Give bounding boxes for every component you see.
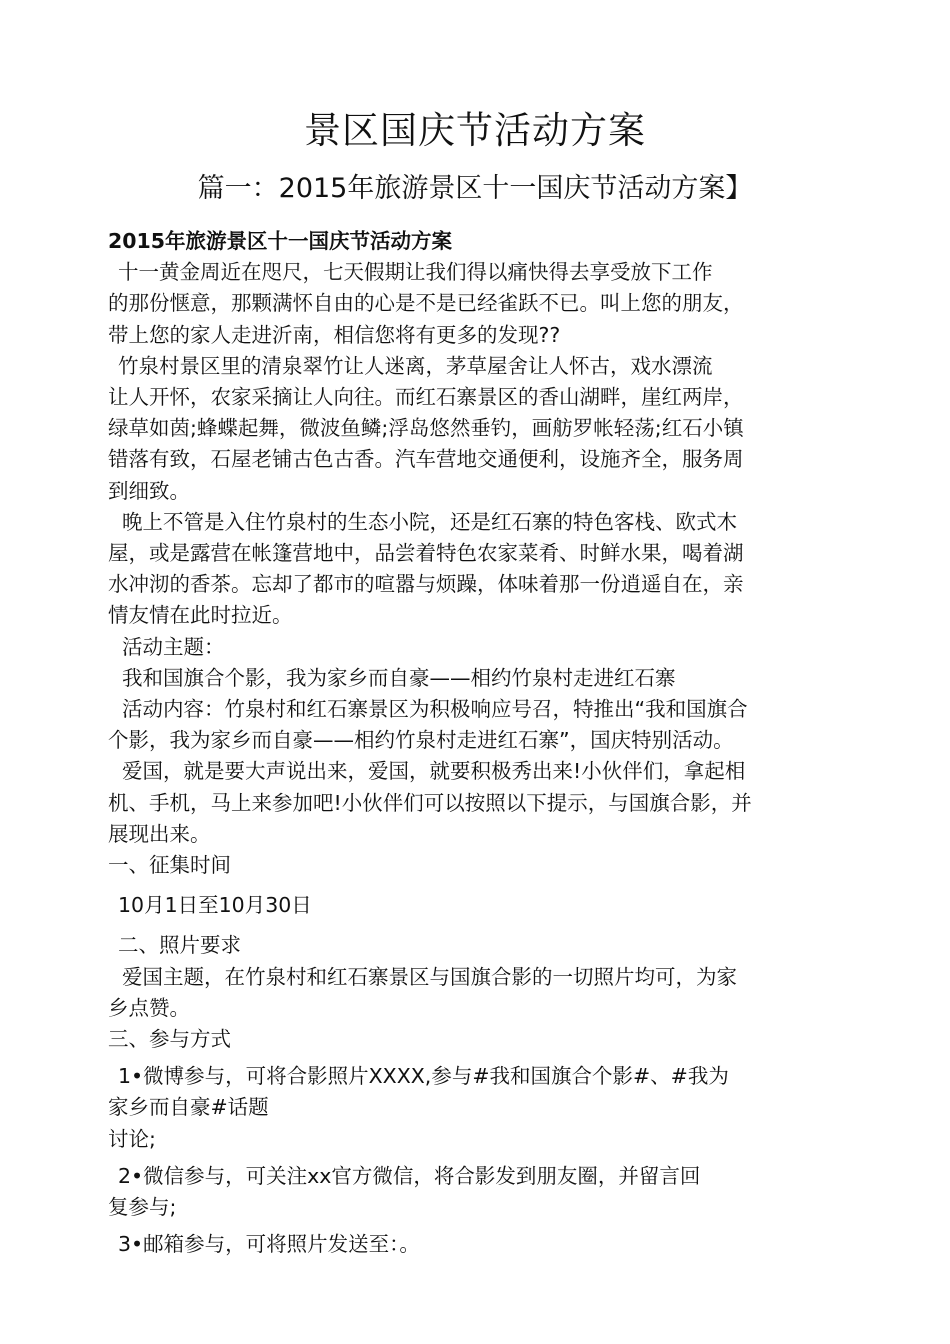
- list-item: 讨论;: [108, 1126, 156, 1151]
- paragraph-line: 情友情在此时拉近。: [108, 603, 293, 628]
- paragraph-line: 十一黄金周近在咫尺，七天假期让我们得以痛快得去享受放下工作: [118, 260, 713, 285]
- section-heading: 三、参与方式: [108, 1027, 231, 1052]
- paragraph-line: 乡点赞。: [108, 995, 190, 1020]
- paragraph-line: 让人开怀，农家采摘让人向往。而红石寨景区的香山湖畔，崖红两岸，: [108, 385, 744, 410]
- paragraph-line: 的那份惬意，那颗满怀自由的心是不是已经雀跃不已。叫上您的朋友，: [108, 291, 744, 316]
- list-item: 2•微信参与，可关注xx官方微信，将合影发到朋友圈，并留言回: [118, 1163, 701, 1188]
- section-heading: 二、照片要求: [118, 933, 241, 958]
- list-item: 家乡而自豪#话题: [108, 1095, 269, 1120]
- paragraph-line: 爱国主题，在竹泉村和红石寨景区与国旗合影的一切照片均可，为家: [122, 964, 737, 989]
- paragraph-line: 活动内容：竹泉村和红石寨景区为积极响应号召，特推出“我和国旗合: [122, 697, 748, 722]
- paragraph-line: 绿草如茵;蜂蝶起舞，微波鱼鳞;浮岛悠然垂钓，画舫罗帐轻荡;红石小镇: [108, 416, 744, 441]
- paragraph-line: 水冲沏的香茶。忘却了都市的喧嚣与烦躁，体味着那一份逍遥自在，亲: [108, 572, 744, 597]
- document-subtitle: 篇一：2015年旅游景区十一国庆节活动方案】: [197, 173, 753, 204]
- list-item: 复参与;: [108, 1195, 177, 1220]
- document-title: 景区国庆节活动方案: [304, 109, 646, 152]
- section-heading: 2015年旅游景区十一国庆节活动方案: [108, 229, 453, 253]
- list-item: 1•微博参与，可将合影照片XXXX,参与#我和国旗合个影#、#我为: [118, 1064, 729, 1089]
- paragraph-line: 机、手机，马上来参加吧!小伙伴们可以按照以下提示，与国旗合影，并: [108, 790, 752, 815]
- paragraph-line: 屋，或是露营在帐篷营地中，品尝着特色农家菜肴、时鲜水果，喝着湖: [108, 541, 744, 566]
- paragraph-line: 带上您的家人走进沂南，相信您将有更多的发现??: [108, 322, 561, 347]
- paragraph-line: 个影，我为家乡而自豪——相约竹泉村走进红石寨”，国庆特别活动。: [108, 728, 734, 753]
- paragraph-line: 错落有致，石屋老铺古色古香。汽车营地交通便利，设施齐全，服务周: [108, 447, 744, 472]
- list-item: 3•邮箱参与，可将照片发送至：。: [118, 1232, 420, 1257]
- paragraph-line: 活动主题：: [122, 634, 225, 659]
- paragraph-line: 到细致。: [108, 478, 190, 503]
- section-heading: 一、征集时间: [108, 853, 231, 878]
- paragraph-line: 展现出来。: [108, 821, 211, 846]
- paragraph-line: 晚上不管是入住竹泉村的生态小院，还是红石寨的特色客栈、欧式木: [122, 509, 737, 534]
- document-body: [108, 226, 848, 1261]
- paragraph-line: 我和国旗合个影，我为家乡而自豪——相约竹泉村走进红石寨: [122, 665, 676, 690]
- paragraph-line: 爱国，就是要大声说出来，爱国，就要积极秀出来!小伙伴们，拿起相: [122, 759, 746, 784]
- paragraph-line: 竹泉村景区里的清泉翠竹让人迷离，茅草屋舍让人怀古，戏水漂流: [118, 353, 713, 378]
- date-range: 10月1日至10月30日: [118, 893, 312, 918]
